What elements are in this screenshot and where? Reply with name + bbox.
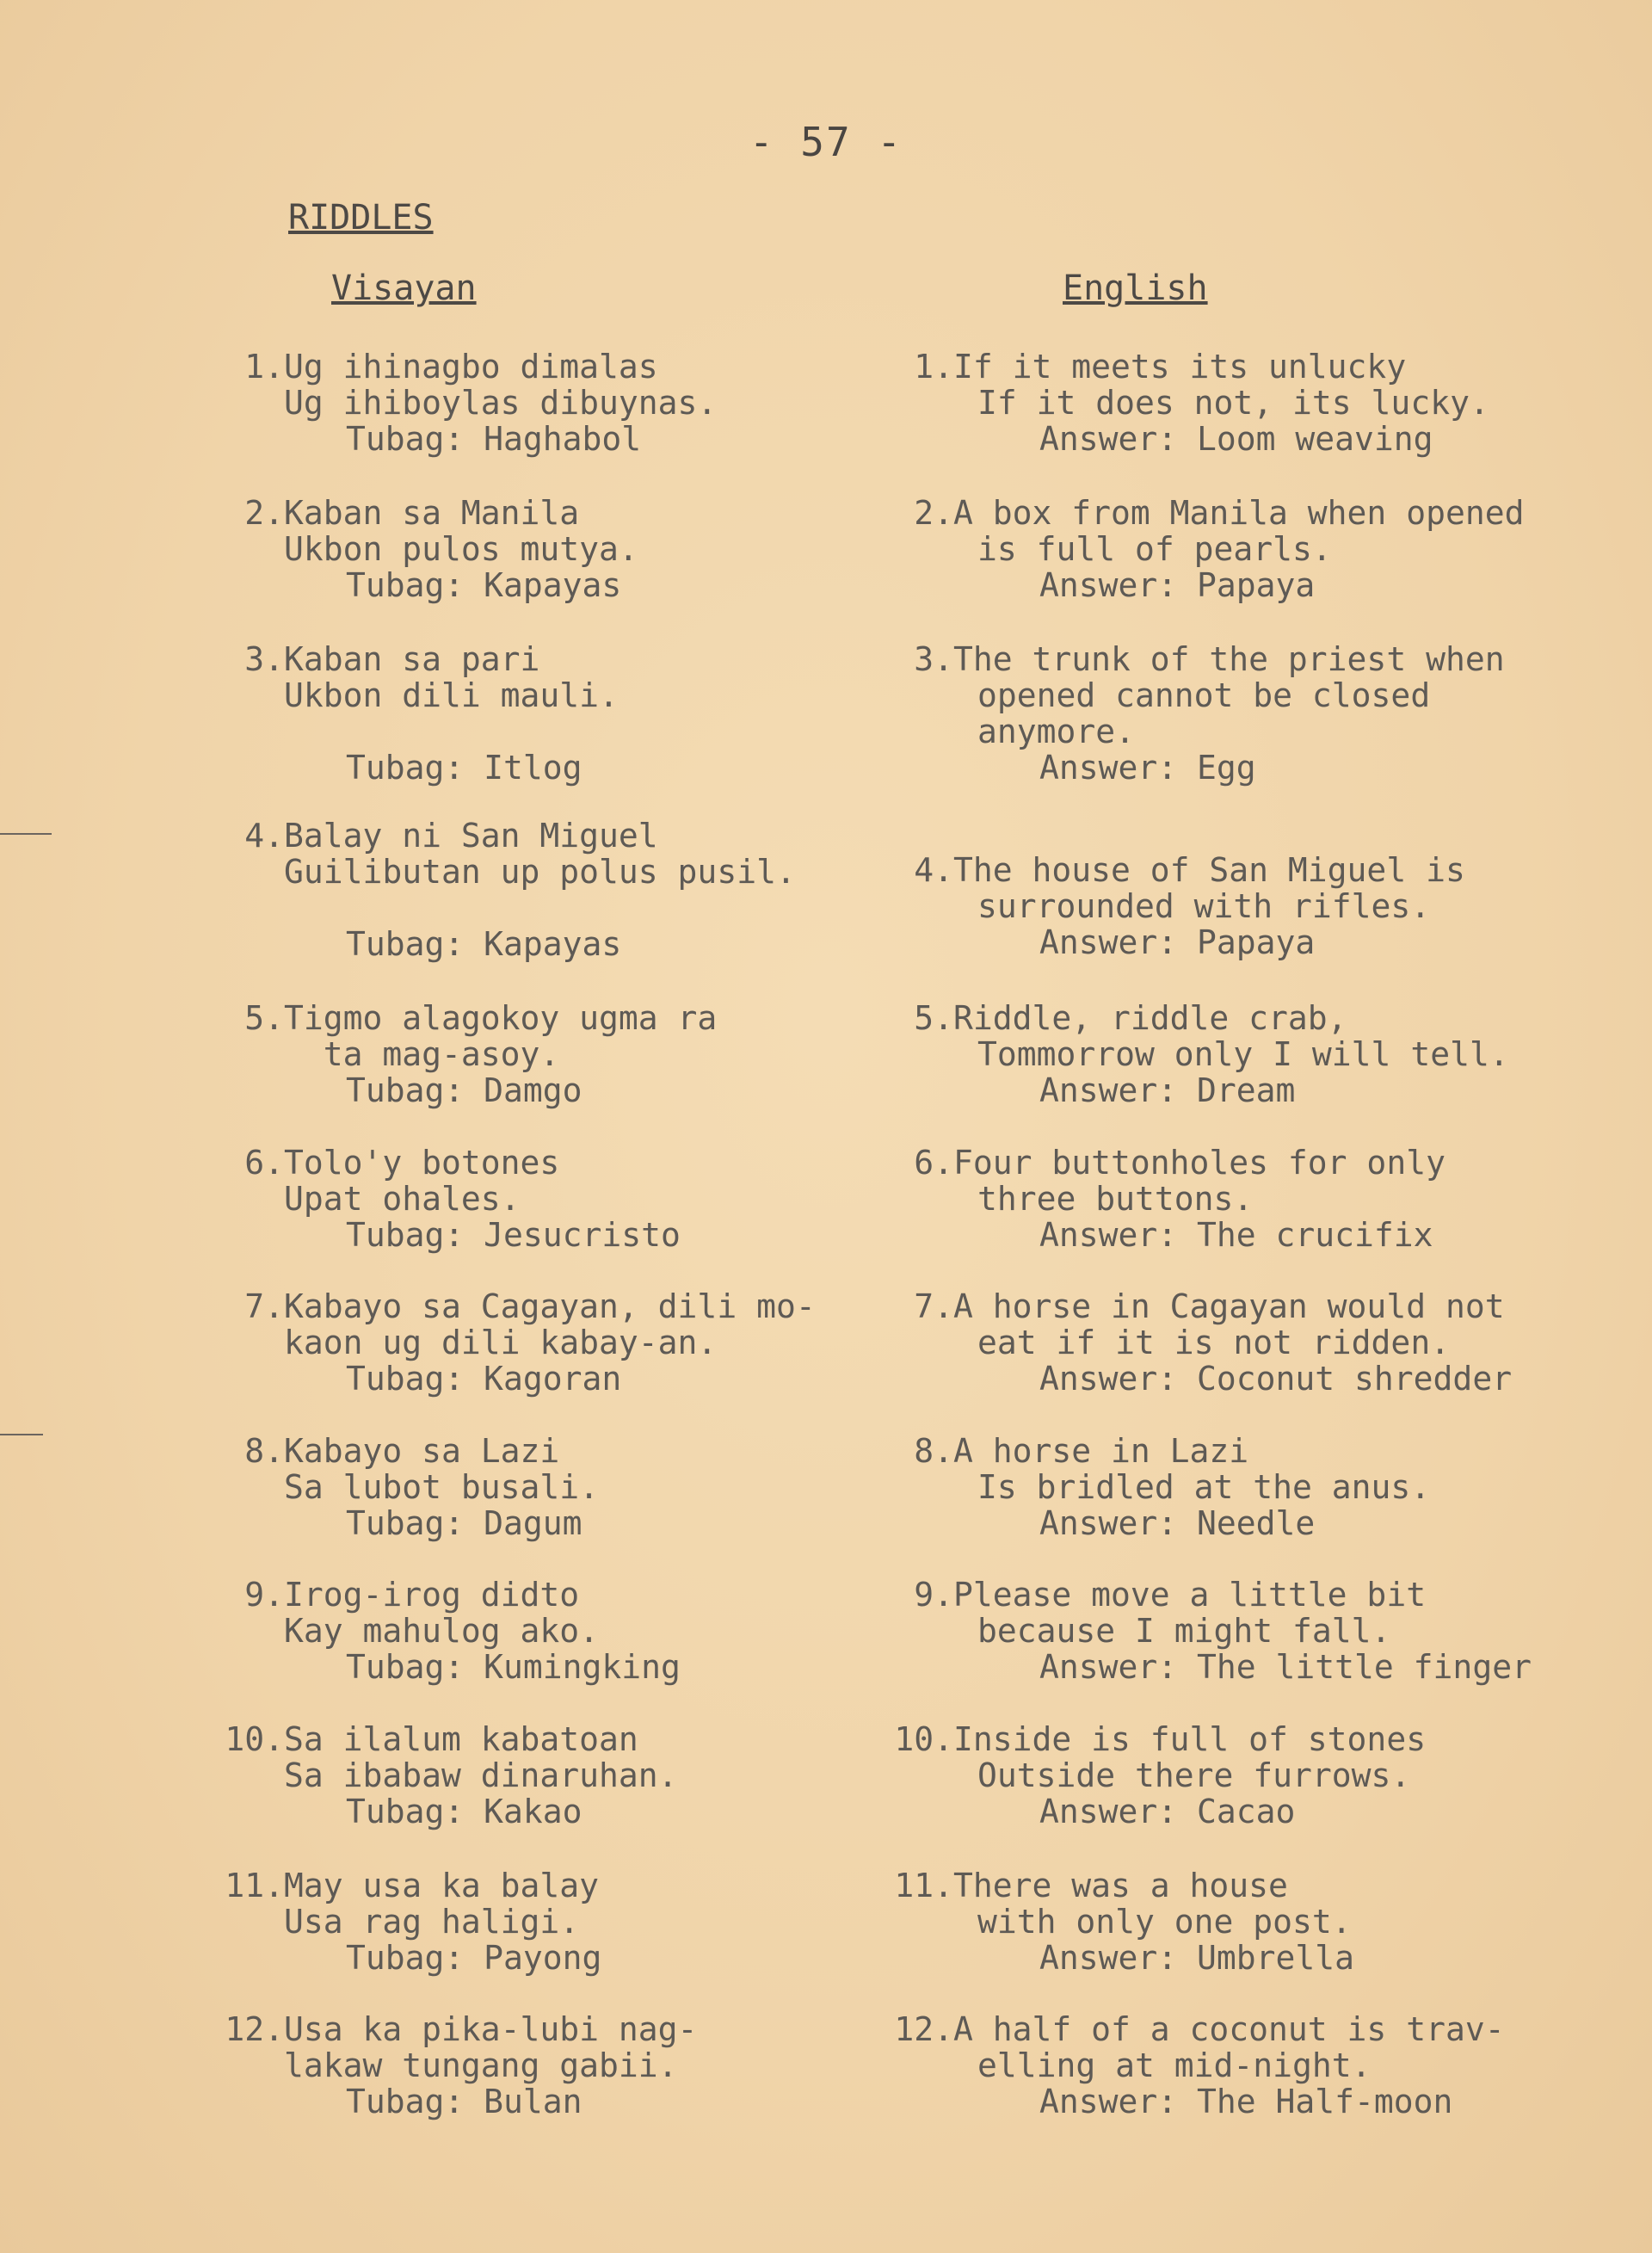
riddle-answer: Tubag: Kakao <box>346 1793 583 1830</box>
riddle-number: 12. <box>225 2010 284 2048</box>
riddle-answer: Answer: Cacao <box>1039 1793 1296 1830</box>
riddle-line: Kaban sa pari <box>284 640 540 678</box>
riddle-number: 2. <box>914 494 953 532</box>
riddle-line: Balay ni San Miguel <box>284 817 658 855</box>
riddle-line: Please move a little bit <box>953 1576 1427 1614</box>
riddle-number: 9. <box>244 1576 284 1614</box>
riddle-line: Upat ohales. <box>284 1180 521 1218</box>
riddle-number: 1. <box>244 348 284 386</box>
riddle-number: 8. <box>914 1432 953 1470</box>
riddle-line: If it meets its unlucky <box>953 348 1407 386</box>
riddle-number: 6. <box>914 1144 953 1182</box>
riddle-line: Sa lubot busali. <box>284 1468 600 1506</box>
riddle-line: Outside there furrows. <box>977 1756 1411 1794</box>
riddle-line: ta mag-asoy. <box>284 1035 560 1073</box>
page-number: - 57 - <box>749 119 903 165</box>
riddle-answer: Tubag: Payong <box>346 1939 602 1977</box>
riddle-english-3 <box>914 640 1505 787</box>
riddle-english-4 <box>914 851 1465 961</box>
riddle-answer: Tubag: Kapayas <box>346 566 622 604</box>
riddle-line: Usa rag haligi. <box>284 1903 580 1941</box>
riddle-english-1 <box>914 348 1489 458</box>
riddle-number: 1. <box>914 348 953 386</box>
riddle-answer: Answer: Papaya <box>1039 923 1316 961</box>
riddle-line: Inside is full of stones <box>953 1720 1427 1758</box>
riddle-number: 5. <box>244 999 284 1037</box>
riddle-answer: Answer: Umbrella <box>1039 1939 1355 1977</box>
riddle-line: Sa ibabaw dinaruhan. <box>284 1756 678 1794</box>
riddle-line: eat if it is not ridden. <box>977 1324 1451 1361</box>
riddle-line: anymore. <box>977 713 1136 750</box>
riddle-english-5 <box>914 999 1509 1109</box>
riddle-number: 12. <box>894 2010 953 2048</box>
riddle-line: A half of a coconut is trav- <box>953 2010 1505 2048</box>
riddle-answer: Answer: Papaya <box>1039 566 1316 604</box>
riddle-number: 7. <box>914 1287 953 1325</box>
riddle-line: lakaw tungang gabii. <box>284 2046 678 2084</box>
riddle-number: 10. <box>894 1720 953 1758</box>
riddle-answer: Answer: Egg <box>1039 749 1256 787</box>
riddle-answer: Answer: Loom weaving <box>1039 420 1433 458</box>
column-heading-english: English <box>1063 269 1208 308</box>
riddle-line: Tigmo alagokoy ugma ra <box>284 999 718 1037</box>
riddle-line: elling at mid-night. <box>977 2046 1372 2084</box>
riddle-line: A box from Manila when opened <box>953 494 1525 532</box>
riddle-answer: Tubag: Kapayas <box>346 925 622 963</box>
riddle-visayan-8 <box>244 1432 600 1542</box>
riddle-line: Ukbon pulos mutya. <box>284 530 638 568</box>
riddle-answer: Answer: The little finger <box>1039 1648 1532 1686</box>
riddle-visayan-4 <box>244 817 796 963</box>
riddle-answer: Tubag: Dagum <box>346 1504 583 1542</box>
riddle-line: Four buttonholes for only <box>953 1144 1446 1182</box>
riddle-line: Kabayo sa Cagayan, dili mo- <box>284 1287 816 1325</box>
riddle-line: opened cannot be closed <box>977 676 1431 714</box>
riddle-visayan-10 <box>225 1720 678 1830</box>
riddle-line: A horse in Lazi <box>953 1432 1249 1470</box>
riddle-visayan-9 <box>244 1576 681 1686</box>
riddle-visayan-5 <box>244 999 718 1109</box>
riddle-answer: Answer: Needle <box>1039 1504 1316 1542</box>
riddle-number: 7. <box>244 1287 284 1325</box>
riddle-number: 8. <box>244 1432 284 1470</box>
riddle-number: 11. <box>225 1867 284 1904</box>
margin-mark <box>0 1434 43 1435</box>
riddle-line: Kay mahulog ako. <box>284 1612 600 1650</box>
riddle-line: Sa ilalum kabatoan <box>284 1720 638 1758</box>
riddle-line: Is bridled at the anus. <box>977 1468 1431 1506</box>
riddle-number: 6. <box>244 1144 284 1182</box>
riddle-answer: Tubag: Haghabol <box>346 420 642 458</box>
riddle-line: three buttons. <box>977 1180 1254 1218</box>
riddle-english-11 <box>894 1867 1355 1977</box>
riddle-visayan-2 <box>244 494 638 604</box>
riddle-visayan-11 <box>225 1867 602 1977</box>
riddle-line: May usa ka balay <box>284 1867 600 1904</box>
riddle-english-9 <box>914 1576 1532 1686</box>
riddle-line: Ukbon dili mauli. <box>284 676 619 714</box>
riddle-line: Kabayo sa Lazi <box>284 1432 560 1470</box>
section-title: RIDDLES <box>288 198 434 238</box>
column-heading-visayan: Visayan <box>331 269 477 308</box>
riddle-number: 3. <box>914 640 953 678</box>
riddle-answer: Tubag: Itlog <box>346 749 583 787</box>
riddle-answer: Tubag: Damgo <box>346 1071 583 1109</box>
riddle-visayan-6 <box>244 1144 681 1254</box>
riddle-line: The house of San Miguel is <box>953 851 1465 889</box>
riddle-line: Ug ihiboylas dibuynas. <box>284 384 718 422</box>
riddle-line: The trunk of the priest when <box>953 640 1505 678</box>
riddle-english-12 <box>894 2010 1505 2120</box>
riddle-line: Tolo'y botones <box>284 1144 560 1182</box>
riddle-number: 3. <box>244 640 284 678</box>
riddle-answer: Answer: The crucifix <box>1039 1216 1433 1254</box>
riddle-line: surrounded with rifles. <box>977 887 1431 925</box>
riddle-answer: Answer: The Half-moon <box>1039 2083 1453 2120</box>
riddle-visayan-12 <box>225 2010 698 2120</box>
riddle-answer: Tubag: Bulan <box>346 2083 583 2120</box>
margin-mark <box>0 833 52 835</box>
riddle-number: 5. <box>914 999 953 1037</box>
riddle-number: 2. <box>244 494 284 532</box>
riddle-line: Irog-irog didto <box>284 1576 580 1614</box>
riddle-line: because I might fall. <box>977 1612 1391 1650</box>
riddle-line: Ug ihinagbo dimalas <box>284 348 658 386</box>
riddle-line: Guilibutan up polus pusil. <box>284 853 796 891</box>
riddle-visayan-1 <box>244 348 718 458</box>
riddle-line: kaon ug dili kabay-an. <box>284 1324 718 1361</box>
riddle-line: is full of pearls. <box>977 530 1332 568</box>
riddle-line: Tommorrow only I will tell. <box>977 1035 1509 1073</box>
riddle-english-7 <box>914 1287 1513 1398</box>
riddle-line: If it does not, its lucky. <box>977 384 1489 422</box>
riddle-number: 9. <box>914 1576 953 1614</box>
riddle-english-6 <box>914 1144 1446 1254</box>
riddle-english-2 <box>914 494 1525 604</box>
riddle-line: There was a house <box>953 1867 1288 1904</box>
riddle-answer: Answer: Dream <box>1039 1071 1296 1109</box>
riddle-english-8 <box>914 1432 1431 1542</box>
riddle-english-10 <box>894 1720 1427 1830</box>
riddle-answer: Tubag: Jesucristo <box>346 1216 681 1254</box>
riddle-number: 11. <box>894 1867 953 1904</box>
riddle-line: with only one post. <box>977 1903 1352 1941</box>
riddle-number: 4. <box>914 851 953 889</box>
riddle-number: 4. <box>244 817 284 855</box>
riddle-number: 10. <box>225 1720 284 1758</box>
riddle-answer: Tubag: Kumingking <box>346 1648 681 1686</box>
riddle-line: Usa ka pika-lubi nag- <box>284 2010 698 2048</box>
riddle-answer: Tubag: Kagoran <box>346 1360 622 1398</box>
riddle-answer: Answer: Coconut shredder <box>1039 1360 1513 1398</box>
riddle-visayan-3 <box>244 640 619 787</box>
riddle-line: Kaban sa Manila <box>284 494 580 532</box>
riddle-line: A horse in Cagayan would not <box>953 1287 1505 1325</box>
riddle-line: Riddle, riddle crab, <box>953 999 1347 1037</box>
riddle-visayan-7 <box>244 1287 816 1398</box>
